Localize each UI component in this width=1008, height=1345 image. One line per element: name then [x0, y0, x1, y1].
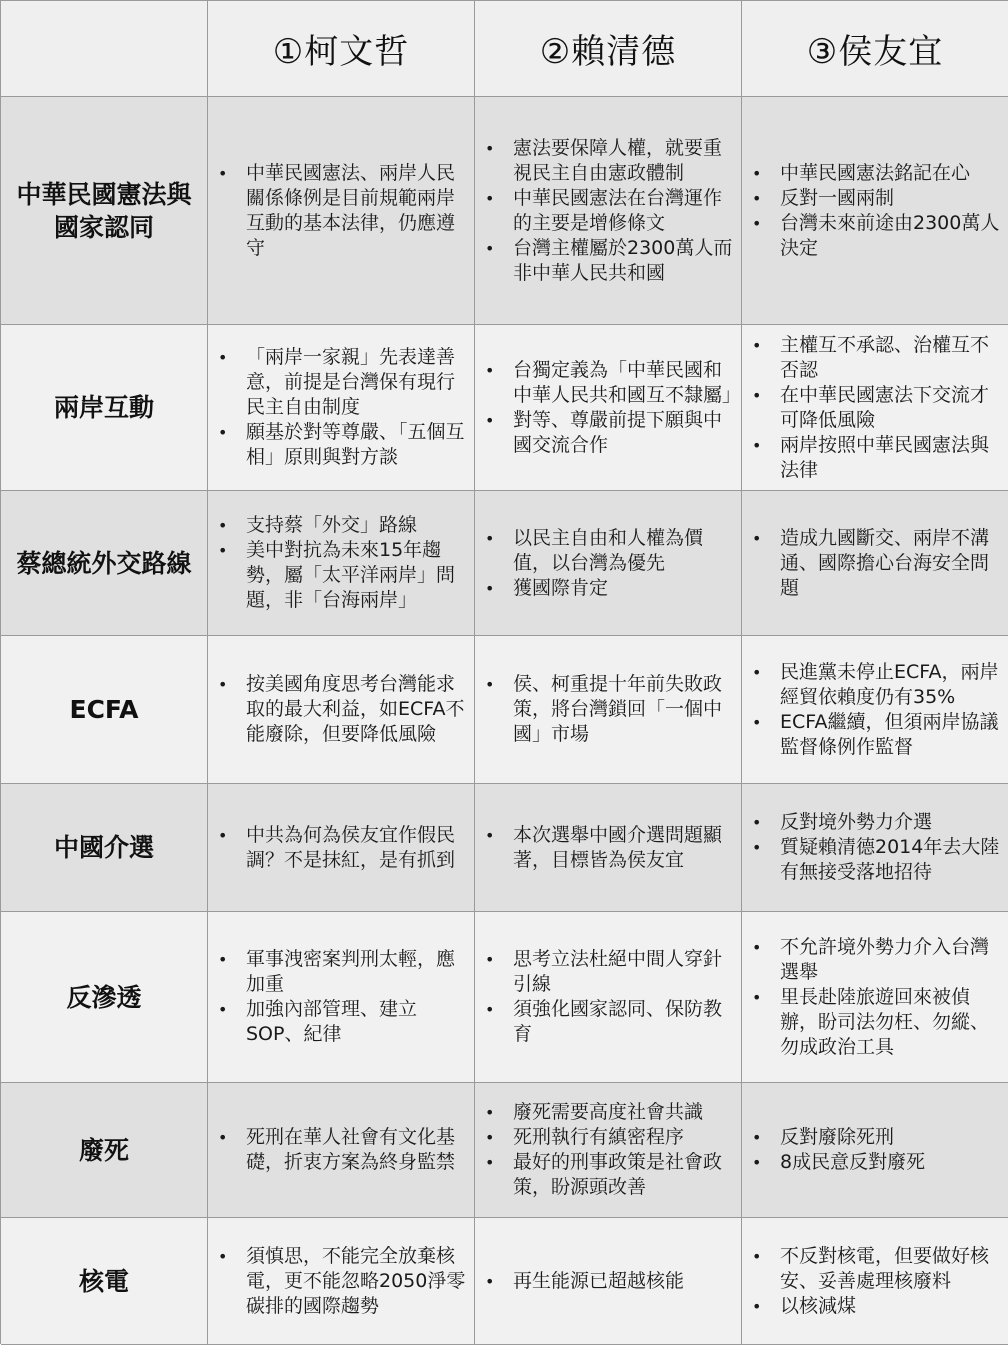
- bullet-list: [483, 526, 737, 601]
- bullet-list: [750, 333, 1004, 483]
- bullet-item: • 民進黨未停止ECFA，兩岸經貿依賴度仍有35%: [750, 660, 1004, 710]
- bullet-item: • 8成民意反對廢死: [750, 1150, 1004, 1175]
- bullet-list: [483, 823, 737, 873]
- header-corner: [1, 1, 208, 97]
- row-label: 蔡總統外交路線: [1, 491, 208, 636]
- bullet-list: [483, 358, 742, 458]
- bullet-list: [750, 810, 1004, 885]
- table-cell: [475, 1218, 742, 1345]
- bullet-item: • 對等、尊嚴前提下願與中國交流合作: [483, 408, 737, 458]
- table-cell: [208, 491, 475, 636]
- bullet-item: • 以核減煤: [750, 1294, 1004, 1319]
- bullet-item: • 軍事洩密案判刑太輕，應加重: [216, 947, 470, 997]
- table-cell: [742, 491, 1008, 636]
- bullet-item: • 本次選舉中國介選問題顯著，目標皆為侯友宜: [483, 823, 737, 873]
- table-cell: [208, 97, 475, 325]
- bullet-list: [216, 823, 470, 873]
- header-candidate-3: ③侯友宜: [742, 1, 1008, 97]
- table-cell: [742, 784, 1008, 912]
- bullet-item: • 里長赴陸旅遊回來被偵辦，盼司法勿枉、勿縱、勿成政治工具: [750, 985, 1004, 1060]
- bullet-item: • 死刑在華人社會有文化基礎，折衷方案為終身監禁: [216, 1125, 470, 1175]
- table-cell: [208, 912, 475, 1083]
- bullet-item: • 支持蔡「外交」路線: [216, 513, 470, 538]
- bullet-item: • 中華民國憲法銘記在心: [750, 161, 1004, 186]
- row-label: 反滲透: [1, 912, 208, 1083]
- table-cell: [208, 636, 475, 784]
- table-cell: [475, 97, 742, 325]
- row-label: 廢死: [1, 1083, 208, 1218]
- bullet-item: • 主權互不承認、治權互不否認: [750, 333, 1004, 383]
- bullet-list: [483, 947, 737, 1047]
- bullet-item: • 願基於對等尊嚴、「五個互相」原則與對方談: [216, 420, 470, 470]
- bullet-item: • 侯、柯重提十年前失敗政策，將台灣鎖回「一個中國」市場: [483, 672, 737, 747]
- row-label: 中國介選: [1, 784, 208, 912]
- bullet-item: • 台灣未來前途由2300萬人決定: [750, 211, 1004, 261]
- table-cell: [475, 784, 742, 912]
- bullet-item: • 不允許境外勢力介入台灣選舉: [750, 935, 1004, 985]
- bullet-item: • 中華民國憲法在台灣運作的主要是增修條文: [483, 186, 737, 236]
- row-label: 核電: [1, 1218, 208, 1345]
- bullet-item: • 造成九國斷交、兩岸不溝通、國際擔心台海安全問題: [750, 526, 1004, 601]
- bullet-item: • ECFA繼續，但須兩岸協議監督條例作監督: [750, 710, 1004, 760]
- bullet-item: • 反對一國兩制: [750, 186, 1004, 211]
- bullet-item: • 最好的刑事政策是社會政策，盼源頭改善: [483, 1150, 737, 1200]
- bullet-list: [216, 345, 470, 470]
- bullet-item: • 獲國際肯定: [483, 576, 737, 601]
- bullet-list: [216, 513, 470, 613]
- bullet-item: • 反對境外勢力介選: [750, 810, 1004, 835]
- table-cell: [208, 784, 475, 912]
- table-cell: [208, 1083, 475, 1218]
- table-cell: [208, 325, 475, 491]
- row-label: ECFA: [1, 636, 208, 784]
- table-cell: [475, 636, 742, 784]
- bullet-list: [216, 672, 470, 747]
- bullet-item: • 須慎思，不能完全放棄核電，更不能忽略2050淨零碳排的國際趨勢: [216, 1244, 470, 1319]
- bullet-item: • 須強化國家認同、保防教育: [483, 997, 737, 1047]
- bullet-item: • 思考立法杜絕中間人穿針引線: [483, 947, 737, 997]
- bullet-item: • 中華民國憲法、兩岸人民關係條例是目前規範兩岸互動的基本法律，仍應遵守: [216, 161, 470, 261]
- table-cell: [742, 97, 1008, 325]
- bullet-list: [750, 1125, 1004, 1175]
- bullet-item: • 死刑執行有縝密程序: [483, 1125, 737, 1150]
- table-cell: [742, 1218, 1008, 1345]
- table-cell: [475, 325, 742, 491]
- bullet-list: [216, 1244, 470, 1319]
- bullet-item: • 反對廢除死刑: [750, 1125, 1004, 1150]
- header-candidate-1: ①柯文哲: [208, 1, 475, 97]
- bullet-list: [483, 1269, 737, 1294]
- table-cell: [475, 1083, 742, 1218]
- bullet-list: [750, 660, 1004, 760]
- bullet-item: • 以民主自由和人權為價值，以台灣為優先: [483, 526, 737, 576]
- bullet-list: [483, 136, 737, 286]
- row-label: 中華民國憲法與國家認同: [1, 97, 208, 325]
- bullet-list: [750, 1244, 1004, 1319]
- bullet-item: • 再生能源已超越核能: [483, 1269, 737, 1294]
- bullet-list: [483, 672, 737, 747]
- bullet-item: • 質疑賴清德2014年去大陸有無接受落地招待: [750, 835, 1004, 885]
- table-cell: [475, 491, 742, 636]
- bullet-list: [483, 1100, 737, 1200]
- bullet-item: • 廢死需要高度社會共識: [483, 1100, 737, 1125]
- bullet-item: • 按美國角度思考台灣能求取的最大利益，如ECFA不能廢除，但要降低風險: [216, 672, 470, 747]
- bullet-item: • 加強內部管理、建立SOP、紀律: [216, 997, 470, 1047]
- bullet-list: [750, 526, 1004, 601]
- bullet-item: • 台灣主權屬於2300萬人而非中華人民共和國: [483, 236, 737, 286]
- table-cell: [475, 912, 742, 1083]
- bullet-item: • 美中對抗為未來15年趨勢，屬「太平洋兩岸」問題，非「台海兩岸」: [216, 538, 470, 613]
- table-cell: [208, 1218, 475, 1345]
- table-cell: [742, 1083, 1008, 1218]
- row-label: 兩岸互動: [1, 325, 208, 491]
- bullet-list: [750, 161, 1004, 261]
- table-cell: [742, 636, 1008, 784]
- bullet-item: • 兩岸按照中華民國憲法與法律: [750, 433, 1004, 483]
- bullet-item: • 憲法要保障人權，就要重視民主自由憲政體制: [483, 136, 737, 186]
- bullet-list: [750, 935, 1004, 1060]
- header-candidate-2: ②賴清德: [475, 1, 742, 97]
- bullet-list: [216, 947, 470, 1047]
- bullet-list: [216, 1125, 470, 1175]
- table-cell: [742, 912, 1008, 1083]
- bullet-item: • 「兩岸一家親」先表達善意，前提是台灣保有現行民主自由制度: [216, 345, 470, 420]
- table-cell: [742, 325, 1008, 491]
- bullet-list: [216, 161, 470, 261]
- bullet-item: • 中共為何為侯友宜作假民調？不是抹紅，是有抓到: [216, 823, 470, 873]
- bullet-item: • 台獨定義為「中華民國和中華人民共和國互不隸屬」: [483, 358, 737, 408]
- bullet-item: • 在中華民國憲法下交流才可降低風險: [750, 383, 1004, 433]
- bullet-item: • 不反對核電，但要做好核安、妥善處理核廢料: [750, 1244, 1004, 1294]
